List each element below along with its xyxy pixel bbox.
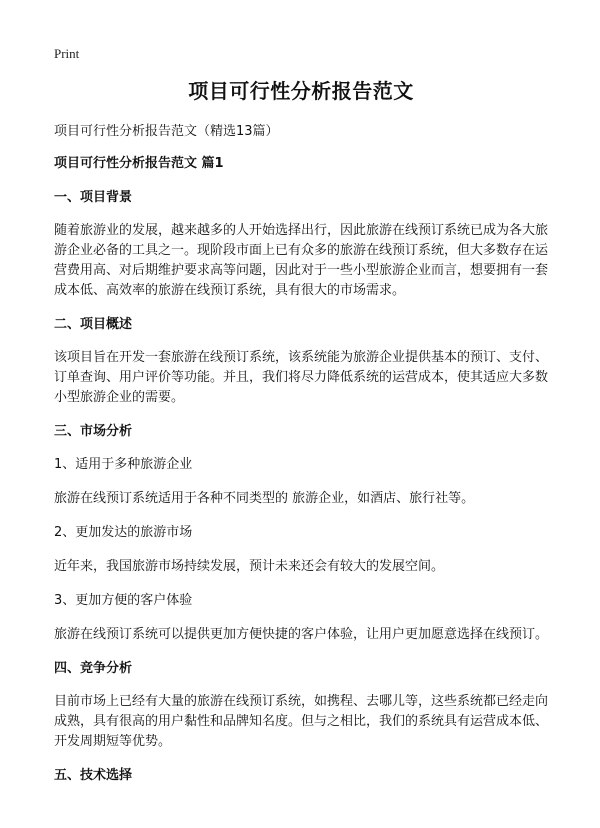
chapter-heading: 项目可行性分析报告范文 篇1 [54,156,224,171]
section-paragraph-background: 随着旅游业的发展，越来越多的人开始选择出行，因此旅游在线预订系统已成为各大旅游企业必备的工具之一。现阶段市面上已有众多的旅游在线预订系统，但大多数存在运营费用高、对后期维护要求高等问题，因此对于一些小型旅游企业而言，想要拥有一套成本低、高效率的旅游在线预订系统，具有很大的市场需求。 [54,223,549,298]
section-paragraph-competition: 目前市场上已经有大量的旅游在线预订系统，如携程、去哪儿等，这些系统都已经走向成熟，具有很高的用户黏性和品牌知名度。但与之相比，我们的系统具有运营成本低、开发周期短等优势。 [54,694,549,749]
market-item-text: 旅游在线预订系统适用于各种不同类型的 旅游企业，如酒店、旅行社等。 [54,491,475,506]
market-item-text: 近年来，我国旅游市场持续发展，预计未来还会有较大的发展空间。 [54,559,445,574]
market-item-text: 旅游在线预订系统可以提供更加方便快捷的客户体验，让用户更加愿意选择在线预订。 [54,627,549,642]
document-subtitle: 项目可行性分析报告范文（精选13篇） [54,124,279,139]
page-title: 项目可行性分析报告范文 [188,79,414,103]
market-item-label: 3、更加方便的客户体验 [54,593,193,608]
market-item-label: 1、适用于多种旅游企业 [54,457,193,472]
market-item-label: 2、更加发达的旅游市场 [54,525,193,540]
section-heading-competition: 四、竞争分析 [54,661,133,676]
section-heading-technology: 五、技术选择 [54,768,133,783]
document-body [54,76,548,799]
section-paragraph-overview: 该项目旨在开发一套旅游在线预订系统，该系统能为旅游企业提供基本的预订、支付、订单查询、用户评价等功能。并且，我们将尽力降低系统的运营成本，使其适应大多数小型旅游企业的需要。 [54,350,549,405]
section-heading-background: 一、项目背景 [54,190,133,205]
section-heading-overview: 二、项目概述 [54,317,133,332]
print-link[interactable]: Print [54,46,80,61]
section-heading-market: 三、市场分析 [54,424,133,439]
